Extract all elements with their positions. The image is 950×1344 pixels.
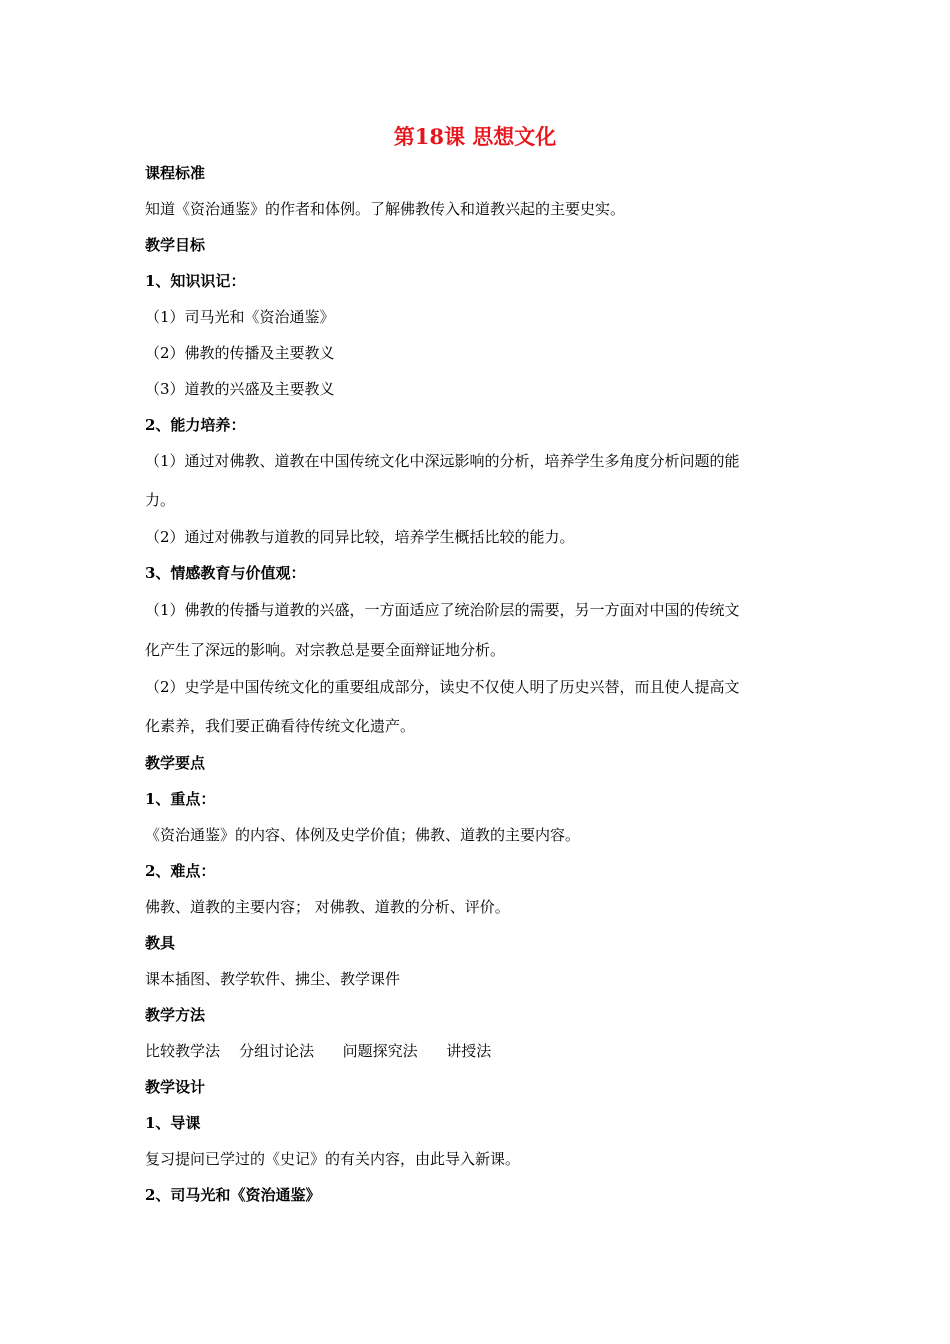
paragraph-line: （2）史学是中国传统文化的重要组成部分，读史不仅使人明了历史兴替，而且使人提高文 [145, 678, 740, 696]
subheading-introduction: 1、导课 [145, 1114, 201, 1132]
paragraph-line: 复习提问已学过的《史记》的有关内容，由此导入新课。 [145, 1150, 521, 1168]
subheading-values: 3、情感教育与价值观： [145, 564, 306, 582]
list-item: （3）道教的兴盛及主要教义 [145, 380, 335, 398]
list-item: （2）佛教的传播及主要教义 [145, 344, 335, 362]
paragraph-line: 化产生了深远的影响。对宗教总是要全面辩证地分析。 [145, 641, 506, 659]
paragraph-line: （1）通过对佛教、道教在中国传统文化中深远影响的分析，培养学生多角度分析问题的能 [145, 452, 740, 470]
page-title: 第18课 思想文化 [393, 124, 557, 149]
section-heading-teaching-goals: 教学目标 [145, 236, 206, 254]
paragraph-line: 课本插图、教学软件、拂尘、教学课件 [145, 970, 401, 988]
subheading-knowledge: 1、知识识记： [145, 272, 246, 290]
paragraph-line: 比较教学法 分组讨论法 问题探究法 讲授法 [145, 1042, 492, 1060]
paragraph-line: （1）佛教的传播与道教的兴盛，一方面适应了统治阶层的需要，另一方面对中国的传统文 [145, 601, 740, 619]
paragraph-line: 化素养，我们要正确看待传统文化遗产。 [145, 717, 416, 735]
paragraph-line: 《资治通鉴》的内容、体例及史学价值；佛教、道教的主要内容。 [145, 826, 581, 844]
paragraph-line: 力。 [145, 491, 176, 509]
paragraph-line: （2）通过对佛教与道教的同异比较，培养学生概括比较的能力。 [145, 528, 575, 546]
paragraph-line: 佛教、道教的主要内容； 对佛教、道教的分析、评价。 [145, 898, 510, 916]
subheading-sima-guang: 2、司马光和《资治通鉴》 [145, 1186, 321, 1204]
subheading-difficulty: 2、难点： [145, 862, 216, 880]
paragraph-curriculum-standard: 知道《资治通鉴》的作者和体例。了解佛教传入和道教兴起的主要史实。 [145, 200, 626, 218]
subheading-focus: 1、重点： [145, 790, 216, 808]
section-heading-teaching-aids: 教具 [145, 934, 176, 952]
subheading-ability: 2、能力培养： [145, 416, 246, 434]
section-heading-curriculum-standard: 课程标准 [145, 164, 206, 182]
list-item: （1）司马光和《资治通鉴》 [145, 308, 335, 326]
section-heading-teaching-methods: 教学方法 [145, 1006, 206, 1024]
section-heading-teaching-design: 教学设计 [145, 1078, 206, 1096]
section-heading-key-points: 教学要点 [145, 754, 206, 772]
